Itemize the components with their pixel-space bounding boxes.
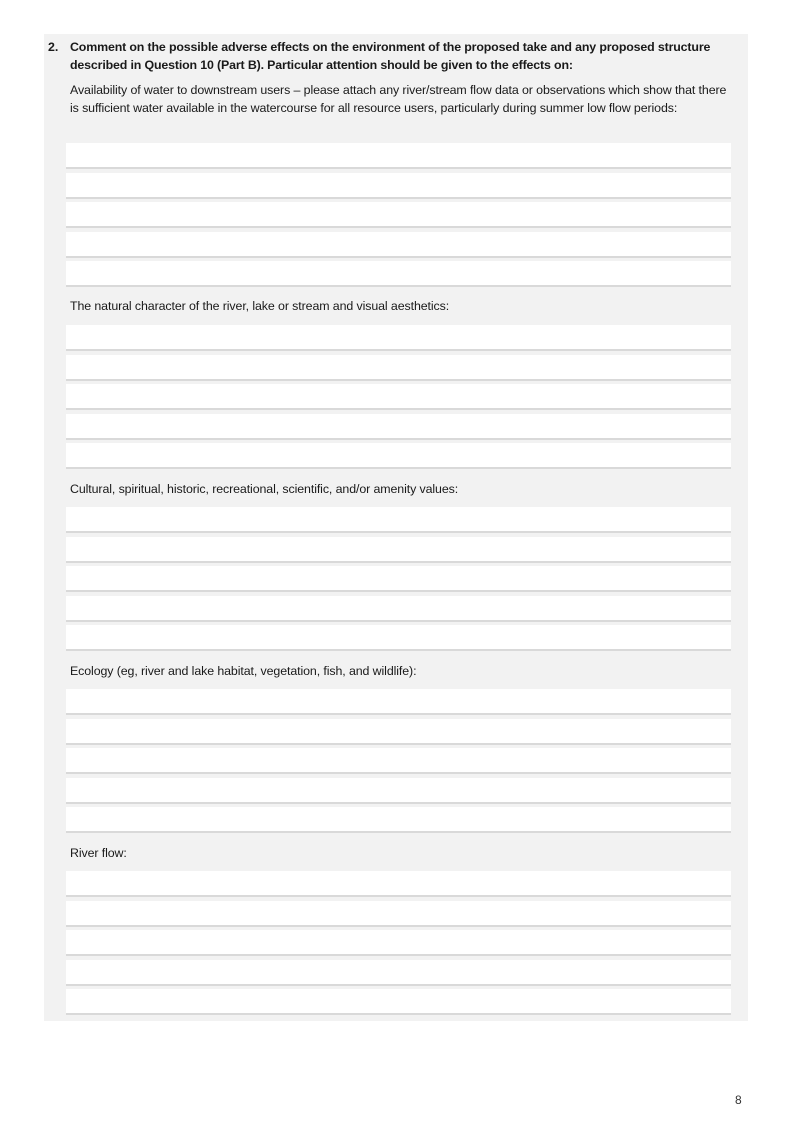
text-field[interactable] [66,901,731,927]
page-number: 8 [735,1093,742,1107]
section-label-river-flow: River flow: [70,846,127,860]
field-group-water-availability [66,143,731,291]
text-field[interactable] [66,748,731,774]
question-heading [48,38,738,74]
field-group-natural-character [66,325,731,473]
text-field[interactable] [66,930,731,956]
text-field[interactable] [66,261,731,287]
question-text: Comment on the possible adverse effects on the environment of the proposed take and any proposed structure described in Question 10 (Part B). Particular attention should be given to the effects on: [70,40,711,72]
section-label-water-availability: Availability of water to downstream users – please attach any river/stream flow data or observations which show that there is sufficient water available in the watercourse for all resource users, particularly during summer low flow periods: [70,83,727,115]
text-field[interactable] [66,719,731,745]
text-field[interactable] [66,143,731,169]
text-field[interactable] [66,625,731,651]
text-field[interactable] [66,173,731,199]
section-label-cultural-values: Cultural, spiritual, historic, recreational, scientific, and/or amenity values: [70,482,459,496]
field-group-river-flow [66,871,731,1019]
text-field[interactable] [66,507,731,533]
text-field[interactable] [66,325,731,351]
text-field[interactable] [66,355,731,381]
question-panel [44,34,748,1021]
section-label-ecology: Ecology (eg, river and lake habitat, vegetation, fish, and wildlife): [70,664,417,678]
text-field[interactable] [66,871,731,897]
field-group-ecology [66,689,731,837]
text-field[interactable] [66,414,731,440]
text-field[interactable] [66,960,731,986]
question-number: 2. [48,40,59,54]
text-field[interactable] [66,566,731,592]
text-field[interactable] [66,384,731,410]
field-group-cultural-values [66,507,731,655]
text-field[interactable] [66,689,731,715]
text-field[interactable] [66,778,731,804]
section-label-natural-character: The natural character of the river, lake or stream and visual aesthetics: [70,299,450,313]
text-field[interactable] [66,202,731,228]
text-field[interactable] [66,989,731,1015]
text-field[interactable] [66,807,731,833]
text-field[interactable] [66,443,731,469]
text-field[interactable] [66,537,731,563]
text-field[interactable] [66,596,731,622]
text-field[interactable] [66,232,731,258]
